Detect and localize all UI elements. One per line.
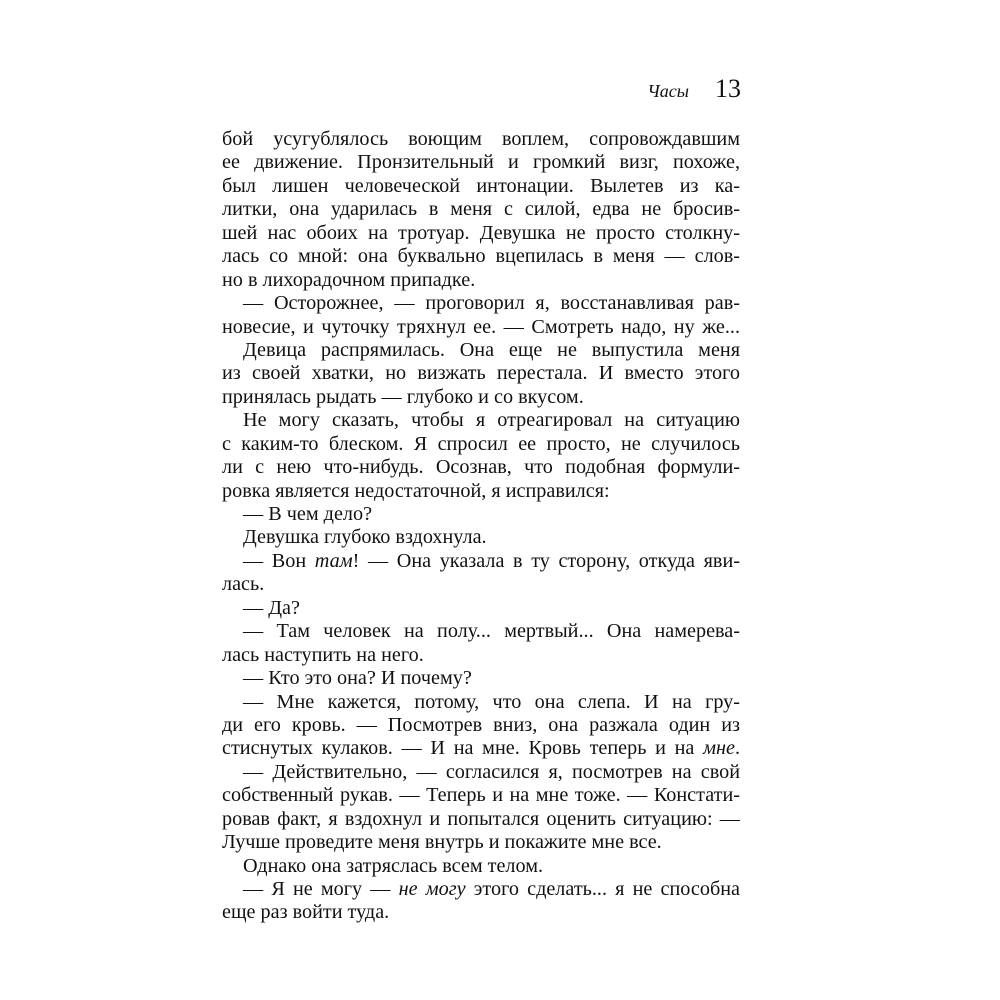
text-line: из своей хватки, но визжать перестала. И вместо этого <box>222 362 740 385</box>
text-line: ди его кровь. — Посмотрев вниз, она разжала один из <box>222 713 740 736</box>
text-line: ровка является недостаточной, я исправился: <box>222 479 610 502</box>
text-line: — Да? <box>243 596 300 619</box>
text-line: литки, она ударилась в меня с силой, едва не бросив- <box>222 198 740 221</box>
text-run: — Вон <box>243 549 315 572</box>
page-number: 13 <box>715 74 741 103</box>
text-line <box>222 737 740 760</box>
text-line: лась со мной: она буквально вцепилась в меня — слов- <box>222 245 740 268</box>
text-line: Лучше проведите меня внутрь и покажите мне все. <box>222 831 662 854</box>
text-line: ее движение. Пронзительный и громкий визг, похоже, <box>222 151 740 174</box>
text-line: новесие, и чуточку тряхнул ее. — Смотреть надо, ну же... <box>222 315 740 338</box>
text-line: с каким-то блеском. Я спросил ее просто, не случилось <box>222 432 740 455</box>
text-line: — В чем дело? <box>243 503 373 525</box>
text-line: — Там человек на полу... мертвый... Она намерева- <box>243 620 740 643</box>
text-run: стиснутых кулаков. — И на мне. Кровь теперь и на <box>222 737 704 760</box>
text-line: Девица распрямилась. Она еще не выпустила меня <box>243 338 740 361</box>
text-line: ли с нею что-нибудь. Осознав, что подобная формули- <box>222 456 740 479</box>
text-line: — Мне кажется, потому, что она слепа. И на гру- <box>243 690 740 713</box>
text-line: был лишен человеческой интонации. Вылетев из ка- <box>222 174 740 197</box>
text-line <box>222 550 740 573</box>
text-line: еще раз войти туда. <box>222 901 390 924</box>
text-line: — Кто это она? И почему? <box>243 667 472 690</box>
italic-text: не могу <box>398 878 466 900</box>
body-text <box>222 128 740 925</box>
text-line: — Действительно, — согласился я, посмотрев на свой <box>243 760 740 783</box>
text-line: принялась рыдать — глубоко и со вкусом. <box>222 385 584 408</box>
text-line: Не могу сказать, чтобы я отреагировал на ситуацию <box>243 409 740 432</box>
running-head <box>647 74 741 104</box>
text-run: этого сделать... я не способна <box>465 878 740 900</box>
text-line: но в лихорадочном припадке. <box>222 268 476 291</box>
text-run: — Я не могу — <box>243 878 399 900</box>
text-line: Девушка глубоко вздохнула. <box>243 526 487 549</box>
text-line: ровав факт, я вздохнул и попытался оценить ситуацию: — <box>222 807 740 830</box>
italic-text: мне <box>703 737 735 760</box>
chapter-title: Часы <box>647 81 689 101</box>
text-line: Однако она затряслась всем телом. <box>243 854 544 877</box>
italic-text: там <box>314 549 353 572</box>
text-run: . <box>734 737 740 760</box>
text-line: бой усугублялось воющим воплем, сопровождавшим <box>222 128 740 150</box>
text-line: шей нас обоих на тротуар. Девушка не просто столкну- <box>222 221 740 244</box>
text-run: ! — Она указала в ту сторону, откуда яви- <box>352 549 740 572</box>
text-line: лась. <box>222 573 265 596</box>
text-line: лась наступить на него. <box>222 643 424 666</box>
text-line: собственный рукав. — Теперь и на мне тоже. — Констати- <box>222 784 740 807</box>
text-line: — Осторожнее, — проговорил я, восстанавливая рав- <box>243 292 740 315</box>
text-line <box>222 878 740 901</box>
